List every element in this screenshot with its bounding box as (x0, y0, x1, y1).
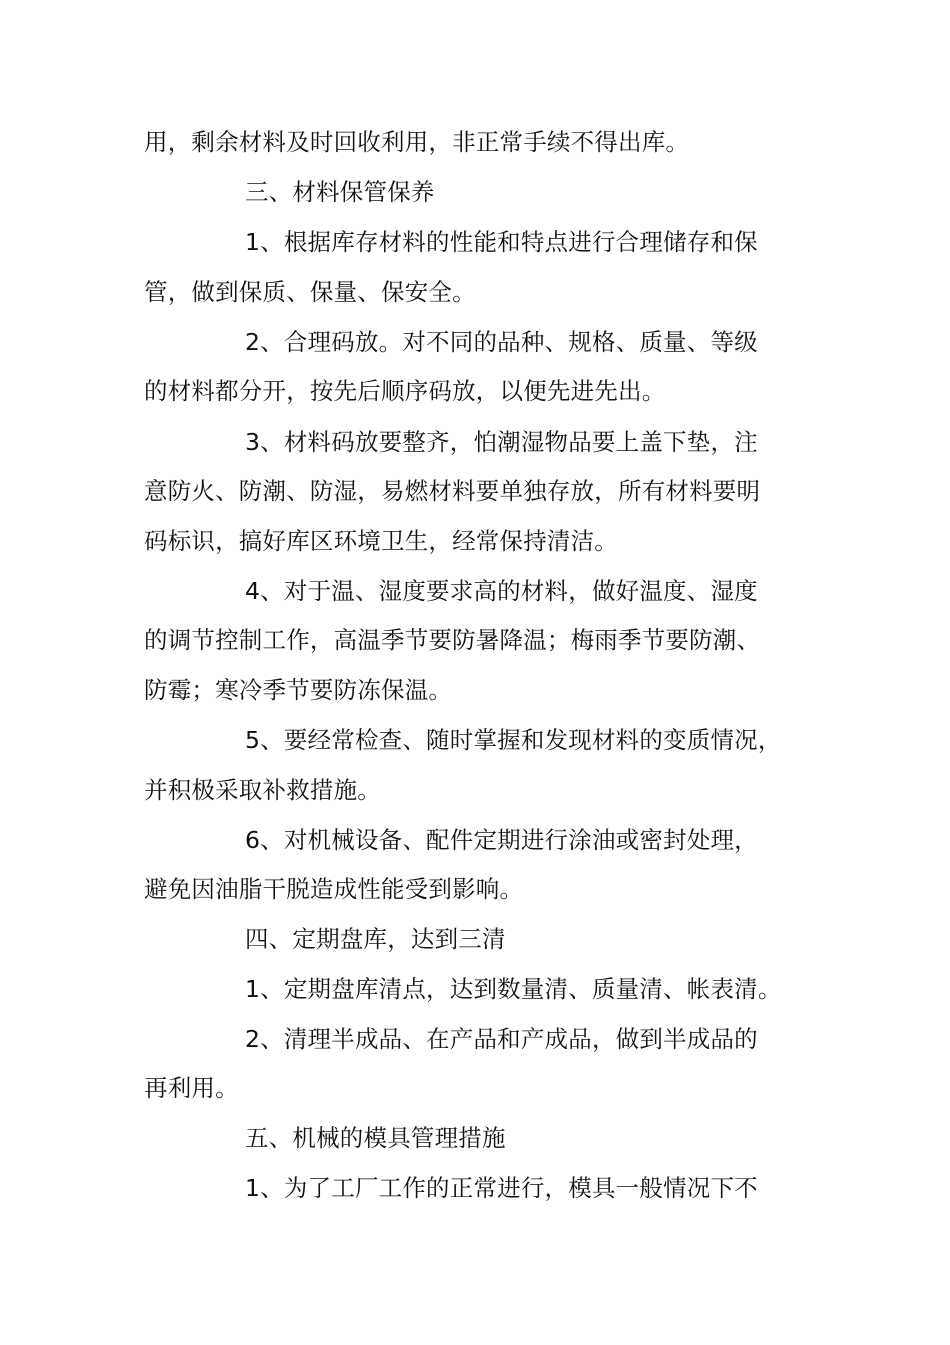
text-line: 并积极采取补救措施。 (144, 776, 381, 804)
text-line: 2、合理码放。对不同的品种、规格、质量、等级 (245, 328, 758, 356)
text-line: 码标识，搞好库区环境卫生，经常保持清洁。 (144, 527, 618, 555)
text-line: 防霉；寒冷季节要防冻保温。 (144, 676, 453, 704)
text-line: 避免因油脂干脱造成性能受到影响。 (144, 875, 524, 903)
text-line: 的材料都分开，按先后顺序码放，以便先进先出。 (144, 377, 666, 405)
text-line: 2、清理半成品、在产品和产成品，做到半成品的 (245, 1025, 758, 1053)
text-line: 意防火、防潮、防湿，易燃材料要单独存放，所有材料要明 (144, 477, 761, 505)
text-line: 管，做到保质、保量、保安全。 (144, 278, 476, 306)
text-line: 1、为了工厂工作的正常进行，模具一般情况下不 (245, 1174, 758, 1202)
text-line: 3、材料码放要整齐，怕潮湿物品要上盖下垫，注 (245, 428, 758, 456)
text-line: 用，剩余材料及时回收利用，非正常手续不得出库。 (144, 128, 690, 156)
section-heading: 三、材料保管保养 (245, 178, 435, 206)
text-line: 5、要经常检查、随时掌握和发现材料的变质情况， (245, 726, 782, 754)
section-heading: 五、机械的模具管理措施 (245, 1124, 506, 1152)
section-heading: 四、定期盘库，达到三清 (245, 925, 506, 953)
text-line: 的调节控制工作，高温季节要防暑降温；梅雨季节要防潮、 (144, 626, 761, 654)
text-line: 再利用。 (144, 1074, 239, 1102)
text-line: 4、对于温、湿度要求高的材料，做好温度、湿度 (245, 577, 758, 605)
text-line: 6、对机械设备、配件定期进行涂油或密封处理， (245, 826, 758, 854)
text-line: 1、定期盘库清点，达到数量清、质量清、帐表清。 (245, 975, 782, 1003)
text-line: 1、根据库存材料的性能和特点进行合理储存和保 (245, 228, 758, 256)
